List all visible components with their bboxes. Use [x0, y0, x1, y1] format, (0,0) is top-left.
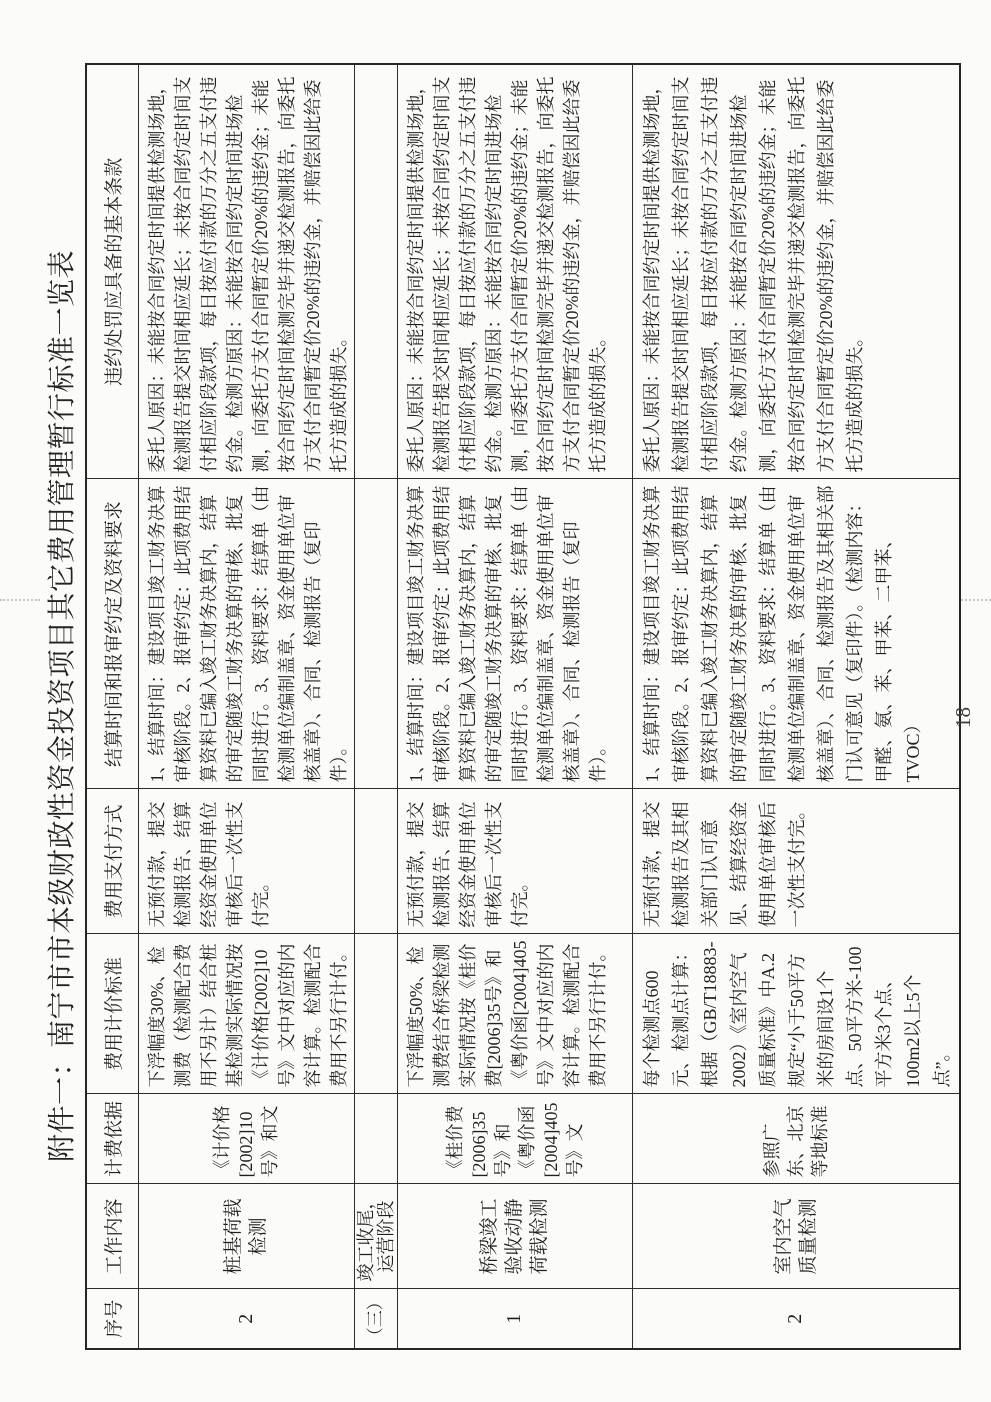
cell-penalty [354, 64, 397, 479]
header-row [86, 64, 138, 1349]
column-header-work: 工作内容 [86, 1184, 138, 1289]
cell-penalty: 委托人原因：未能按合同约定时间提供检测场地，检测报告提交时间相应延长；未按合同约定时间支付相应阶段款项，每日按应付款的万分之五支付违约金。检测方原因：未能按合同约定时间进场检测，向委托方支付合同暂定价20%的违约金；未能按合同约定时间检测完毕并递交检测报告，向委托方支付合同暂定价20%的违约金，并赔偿因此给委托方造成的损失。 [632, 64, 960, 479]
document-title: 附件一：南宁市市本级财政性资金投资项目其它费用管理暂行标准一览表 [47, 249, 78, 1162]
fold-mark-top [0, 599, 40, 601]
column-header-penalty: 违约处罚应具备的基本条款 [86, 64, 138, 479]
page-number: 18 [951, 707, 975, 728]
cell-serial: （三） [354, 1289, 397, 1349]
cell-pricing: 下浮幅度50%、检测费结合桥梁检测实际情况按《桂价费[2006]35号》和《粤价函[2004]405号》文中对应的内容计算。检测配合费用不另行计付。 [397, 934, 632, 1094]
cell-work: 桥梁竣工验收动静荷载检测 [397, 1184, 632, 1289]
cell-serial: 2 [632, 1289, 960, 1349]
cell-basis: 《桂价费[2006]35号》和《粤价函[2004]405号》文 [397, 1094, 632, 1184]
cell-penalty: 委托人原因：未能按合同约定时间提供检测场地，检测报告提交时间相应延长；未按合同约定时间支付相应阶段款项，每日按应付款的万分之五支付违约金。检测方原因：未能按合同约定时间进场检测，向委托方支付合同暂定价20%的违约金；未能按合同约定时间检测完毕并递交检测报告，向委托方支付合同暂定价20%的违约金，并赔偿因此给委托方造成的损失。 [138, 64, 354, 479]
cell-serial: 2 [138, 1289, 354, 1349]
table-row-indoor-air-test [632, 64, 960, 1349]
cell-settlement: 1、结算时间：建设项目竣工财务决算审核阶段。2、报审约定：此项费用结算资料已编入竣工财务决算内，结算的审定随竣工财务决算的审核、批复同时进行。3、资料要求：结算单（由检测单位编制盖章、资金使用单位审核盖章）、合同、检测报告（复印件）。 [138, 479, 354, 789]
cell-pricing [354, 934, 397, 1094]
cell-settlement: 1、结算时间：建设项目竣工财务决算审核阶段。2、报审约定：此项费用结算资料已编入竣工财务决算内，结算的审定随竣工财务决算的审核、批复同时进行。3、资料要求：结算单（由检测单位编制盖章、资金使用单位审核盖章）、合同、检测报告及其相关部门认可意见（复印件）。（检测内容：甲醛、氨、苯、甲苯、二甲苯、TVOC） [632, 479, 960, 789]
cell-work: 竣工收尾，运营阶段 [354, 1184, 397, 1289]
standards-table [85, 63, 961, 1350]
table-row-section-three [354, 64, 397, 1349]
cell-pricing: 下浮幅度30%、检测费（检测配合费用不另计）结合桩基检测实际情况按《计价格[2002]10号》文中对应的内容计算。检测配合费用不另行计付。 [138, 934, 354, 1094]
cell-basis: 参照广东、北京等地标准 [632, 1094, 960, 1184]
cell-payment [354, 789, 397, 934]
cell-pricing: 每个检测点600元、检测点计算：根据（GB/T18883-2002）《室内空气质量标准》中A.2规定“小于50平方米的房间设1个点、50平方米-100平方米3个点、100m2以上5个点”。 [632, 934, 960, 1094]
cell-payment: 无预付款，提交检测报告、结算经资金使用单位审核后一次性支付完。 [138, 789, 354, 934]
table-row-pile-test [138, 64, 354, 1349]
cell-payment: 无预付款，提交检测报告、结算经资金使用单位审核后一次性支付完。 [397, 789, 632, 934]
cell-penalty: 委托人原因：未能按合同约定时间提供检测场地，检测报告提交时间相应延长；未按合同约定时间支付相应阶段款项，每日按应付款的万分之五支付违约金。检测方原因：未能按合同约定时间进场检测，向委托方支付合同暂定价20%的违约金；未能按合同约定时间检测完毕并递交检测报告，向委托方支付合同暂定价20%的违约金，并赔偿因此给委托方造成的损失。 [397, 64, 632, 479]
column-header-serial: 序号 [86, 1289, 138, 1349]
column-header-pricing: 费用计价标准 [86, 934, 138, 1094]
column-header-settlement: 结算时间和报审约定及资料要求 [86, 479, 138, 789]
table-row-bridge-load-test [397, 64, 632, 1349]
cell-basis [354, 1094, 397, 1184]
column-header-payment: 费用支付方式 [86, 789, 138, 934]
cell-payment: 无预付款，提交检测报告及其相关部门认可意见、结算经资金使用单位审核后一次性支付完。 [632, 789, 960, 934]
column-header-basis: 计费依据 [86, 1094, 138, 1184]
cell-basis: 《计价格[2002]10号》和文 [138, 1094, 354, 1184]
cell-settlement: 1、结算时间：建设项目竣工财务决算审核阶段。2、报审约定：此项费用结算资料已编入竣工财务决算内，结算的审定随竣工财务决算的审核、批复同时进行。3、资料要求：结算单（由检测单位编制盖章、资金使用单位审核盖章）、合同、检测报告（复印件）。 [397, 479, 632, 789]
cell-serial: 1 [397, 1289, 632, 1349]
cell-work: 室内空气质量检测 [632, 1184, 960, 1289]
cell-settlement [354, 479, 397, 789]
cell-work: 桩基荷载检测 [138, 1184, 354, 1289]
